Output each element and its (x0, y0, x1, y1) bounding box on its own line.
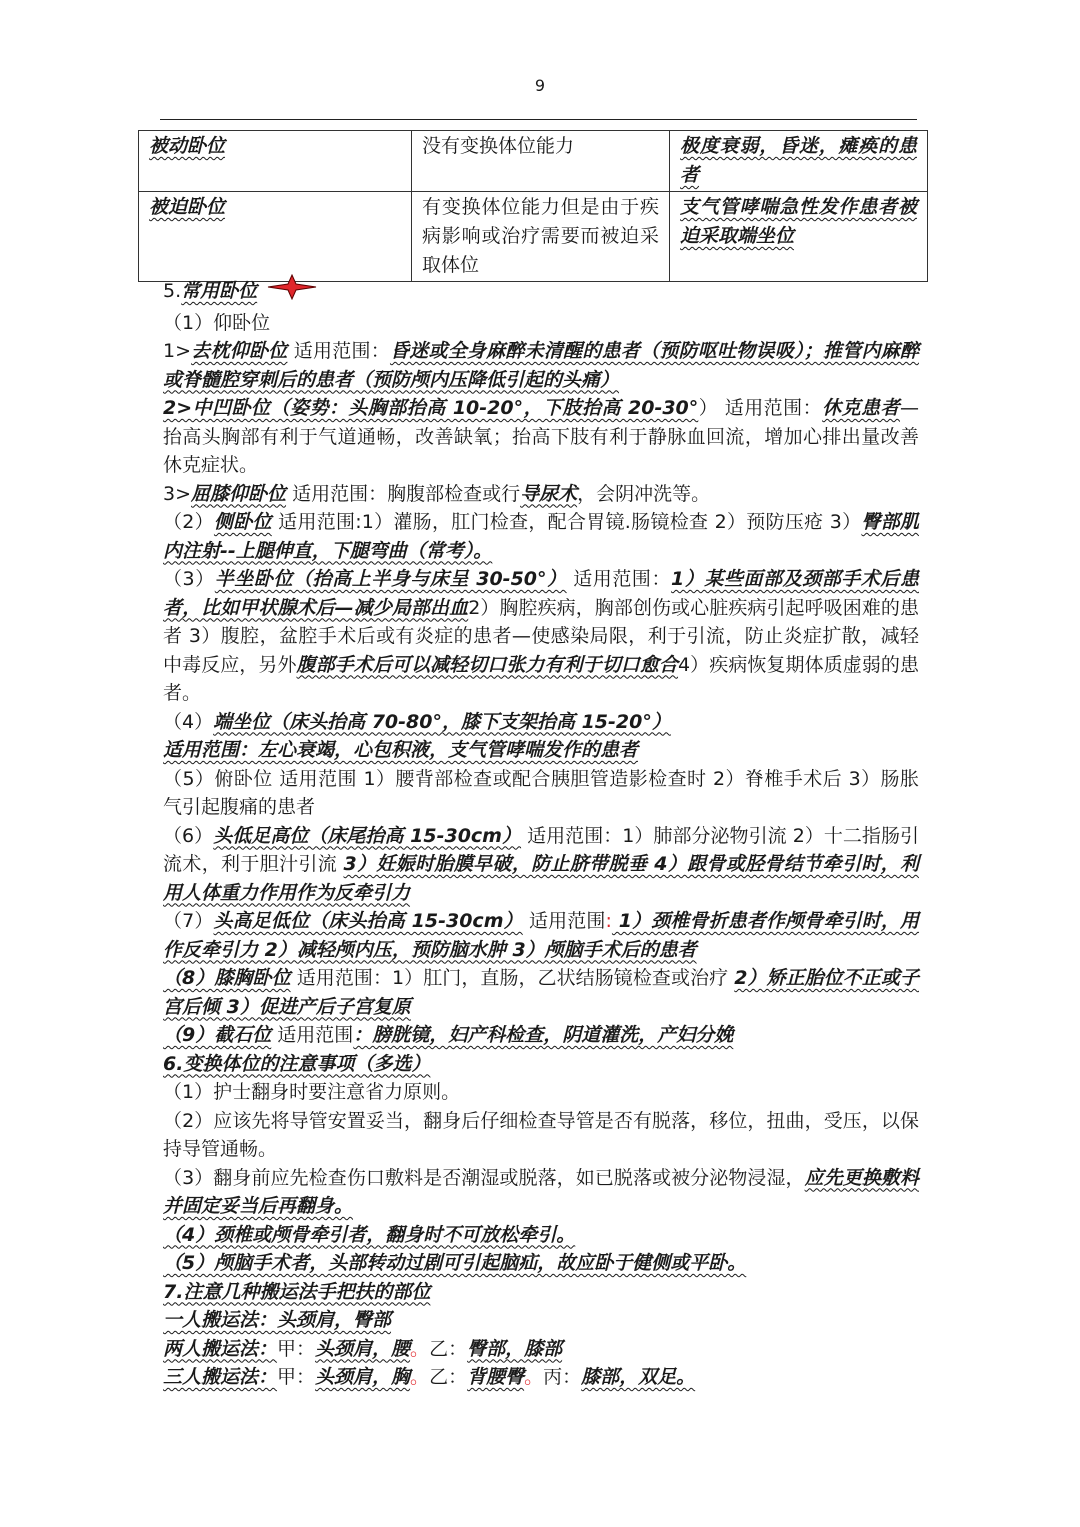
body-text: 乙： (429, 1337, 468, 1360)
body-text: 适用范围：1）肺部分泌物引流 2）十二指肠引流术，利于胆汁引流 (163, 824, 919, 875)
emphasis-text: 头低足高位（床尾抬高 15-30cm） (213, 824, 522, 847)
red-star-icon (267, 274, 317, 309)
page-number: 9 (534, 76, 546, 95)
body-text: 1> (163, 340, 192, 362)
emphasis-text: 2>中凹卧位（姿势：头胸部抬高 10-20°，下肢抬高 20-30° (163, 397, 699, 419)
para-lateral (163, 508, 919, 565)
body-text: 2）胸腔疾病，胸部创伤或心脏疾病引起呼吸困难的患者 3）腹腔，盆腔手术后或有炎症的患者—使感染局限，利于引流，防止炎症扩散，减轻中毒反应，另外 (163, 596, 919, 676)
heading-text: 常用卧位 (181, 279, 258, 302)
emphasis-text: 臀部，膝部 (467, 1337, 563, 1360)
body-text: ，会阴冲洗等。 (577, 482, 711, 505)
position-name: 被动卧位 (149, 135, 226, 157)
emphasis-text: （8）膝胸卧位 (163, 967, 291, 989)
para-supine-3 (163, 480, 919, 509)
heading-number: 5. (163, 279, 182, 302)
emphasis-text: 头高足低位（床头抬高 15-30cm） (213, 910, 523, 932)
emphasis-text: 应先更换敷料并固定妥当后再翻身。 (163, 1166, 919, 1217)
emphasis-text: 膝部，双足。 (581, 1366, 696, 1388)
body-text: 3> (163, 482, 192, 505)
section-5-heading (163, 274, 919, 309)
body-text: 适用范围 (522, 910, 606, 932)
body-text: 适用范围：胸腹部检查或行 (286, 482, 521, 505)
para-supine-2 (163, 394, 919, 480)
body-text: （4） (163, 710, 214, 733)
note-5 (163, 1249, 919, 1278)
body-text: 4）疾病恢复期体质虚弱的患者。 (163, 653, 919, 704)
emphasis-text: 半坐卧位（抬高上半身与床呈 30-50°） (214, 568, 567, 590)
body-text: （7） (163, 910, 214, 932)
para-sitting (163, 708, 919, 765)
emphasis-text: ：膀胱镜，妇产科检查，阴道灌洗，产妇分娩 (353, 1024, 734, 1046)
para-reverse-trendelenburg (163, 907, 919, 964)
section-7-heading (163, 1278, 919, 1307)
emphasis-text: 端坐位（床头抬高 70-80°，膝下支架抬高 15-20°） (213, 710, 671, 733)
carry-three-person (163, 1363, 919, 1392)
table-row (139, 192, 928, 282)
table-cell (139, 131, 412, 192)
para-supine: （1）仰卧位 (163, 311, 271, 334)
table-cell (139, 192, 412, 282)
emphasis-text: 6.变换体位的注意事项（多选） (163, 1052, 431, 1075)
body-text: ） 适用范围： (698, 397, 823, 419)
note-2: （2）应该先将导管安置妥当，翻身后仔细检查导管是否有脱落，移位，扭曲，受压，以保持导管通畅。 (163, 1109, 919, 1160)
emphasis-text: 休克患者 (822, 397, 900, 419)
emphasis-text: 1）颈椎骨折患者作颅骨牵引时，用作反牵引力 2）减轻颅内压，预防脑水肿 3）颅脑手术后的患者 (163, 910, 920, 961)
para-lithotomy (163, 1021, 919, 1050)
emphasis-text: 昏迷或全身麻醉未清醒的患者（预防呕吐物误吸）；推管内麻醉或脊髓腔穿刺后的患者（预防颅内压降低引起的头痛） (163, 340, 919, 391)
emphasis-text: 2）矫正胎位不正或子宫后倾 3）促进产后子宫复原 (163, 967, 919, 1018)
emphasis-text: 侧卧位 (213, 511, 272, 533)
body-text: （2） (163, 511, 214, 533)
emphasis-text: 屈膝仰卧位 (191, 482, 287, 505)
table-cell (670, 131, 928, 192)
emphasis-text: 腹部手术后可以减轻切口张力有利于切口愈合 (296, 653, 679, 676)
table-cell (670, 192, 928, 282)
body-text: : (605, 910, 612, 932)
body-text: （3） (163, 568, 215, 590)
header-rule (160, 119, 917, 120)
position-example: 支气管哮喘急性发作患者被迫采取端坐位 (680, 196, 917, 247)
body-text: 。 (410, 1366, 430, 1388)
table-cell: 没有变换体位能力 (412, 131, 670, 192)
carry-one-person (163, 1306, 919, 1335)
body-text: 甲： (277, 1366, 316, 1388)
emphasis-text: 适用范围：左心衰竭，心包积液，支气管哮喘发作的患者 (163, 739, 639, 761)
para-prone: （5）俯卧位 适用范围 1）腰背部检查或配合胰胆管造影检查时 2）脊椎手术后 3）肠胀气引起腹痛的患者 (163, 767, 919, 818)
emphasis-text: 头颈肩，腰 (315, 1337, 411, 1360)
note-3 (163, 1164, 919, 1221)
note-4 (163, 1221, 919, 1250)
table-row (139, 131, 928, 192)
emphasis-text: 三人搬运法： (163, 1366, 278, 1388)
emphasis-text: 一人搬运法：头颈肩，臀部 (163, 1309, 392, 1331)
emphasis-text: 去枕仰卧位 (191, 340, 288, 362)
para-supine-1 (163, 337, 919, 394)
body-text: 适用范围：1）肛门，直肠，乙状结肠镜检查或治疗 (290, 967, 735, 989)
carry-two-person (163, 1335, 919, 1364)
body-text: —抬高头胸部有利于气道通畅，改善缺氧；抬高下肢有利于静脉血回流，增加心排出量改善休克症状。 (163, 397, 919, 476)
body-text: 。 (410, 1337, 430, 1360)
body-text: 适用范围： (566, 568, 672, 590)
para-trendelenburg (163, 822, 919, 908)
body-content (163, 274, 919, 1392)
body-text: 适用范围： (287, 340, 390, 362)
section-6-heading (163, 1050, 919, 1079)
position-name: 被迫卧位 (149, 196, 226, 218)
positions-table (138, 130, 928, 282)
body-text: 适用范围 (271, 1024, 354, 1046)
emphasis-text: （5）颅脑手术者，头部转动过剧可引起脑疝，故应卧于健侧或平卧。 (163, 1252, 747, 1274)
emphasis-text: （4）颈椎或颅骨牵引者，翻身时不可放松牵引。 (163, 1223, 576, 1246)
body-text: （3）翻身前应先检查伤口敷料是否潮湿或脱落，如已脱落或被分泌物浸湿， (163, 1166, 805, 1189)
body-text: 适用范围:1）灌肠，肛门检查，配合胃镜.肠镜检查 2）预防压疮 3） (271, 511, 862, 533)
table-cell: 有变换体位能力但是由于疾病影响或治疗需要而被迫采取体位 (412, 192, 670, 282)
emphasis-text: 1）某些面部及颈部手术后患者，比如甲状腺术后—减少局部出血 (163, 568, 919, 619)
emphasis-text: 两人搬运法： (163, 1337, 278, 1360)
emphasis-text: 臀部肌内注射--上腿伸直，下腿弯曲（常考）。 (163, 511, 919, 562)
body-text: 丙： (543, 1366, 582, 1388)
body-text: （6） (163, 824, 214, 847)
position-example: 极度衰弱，昏迷，瘫痪的患者 (680, 135, 917, 186)
emphasis-text: 头颈肩，胸 (315, 1366, 411, 1388)
emphasis-text: 7.注意几种搬运法手把扶的部位 (163, 1280, 431, 1303)
para-semi-sitting (163, 565, 919, 708)
emphasis-text: 背腰臀 (467, 1366, 525, 1388)
emphasis-text: 导尿术 (520, 482, 578, 505)
body-text: 。 (524, 1366, 544, 1388)
body-text: 甲： (277, 1337, 316, 1360)
para-knee-chest (163, 964, 919, 1021)
emphasis-text: （9）截石位 (163, 1024, 272, 1046)
note-1: （1）护士翻身时要注意省力原则。 (163, 1081, 461, 1103)
emphasis-text: 3）妊娠时胎膜早破，防止脐带脱垂 4）跟骨或胫骨结节牵引时，利用人体重力作用作为反牵引力 (163, 853, 919, 904)
body-text: 乙： (429, 1366, 468, 1388)
